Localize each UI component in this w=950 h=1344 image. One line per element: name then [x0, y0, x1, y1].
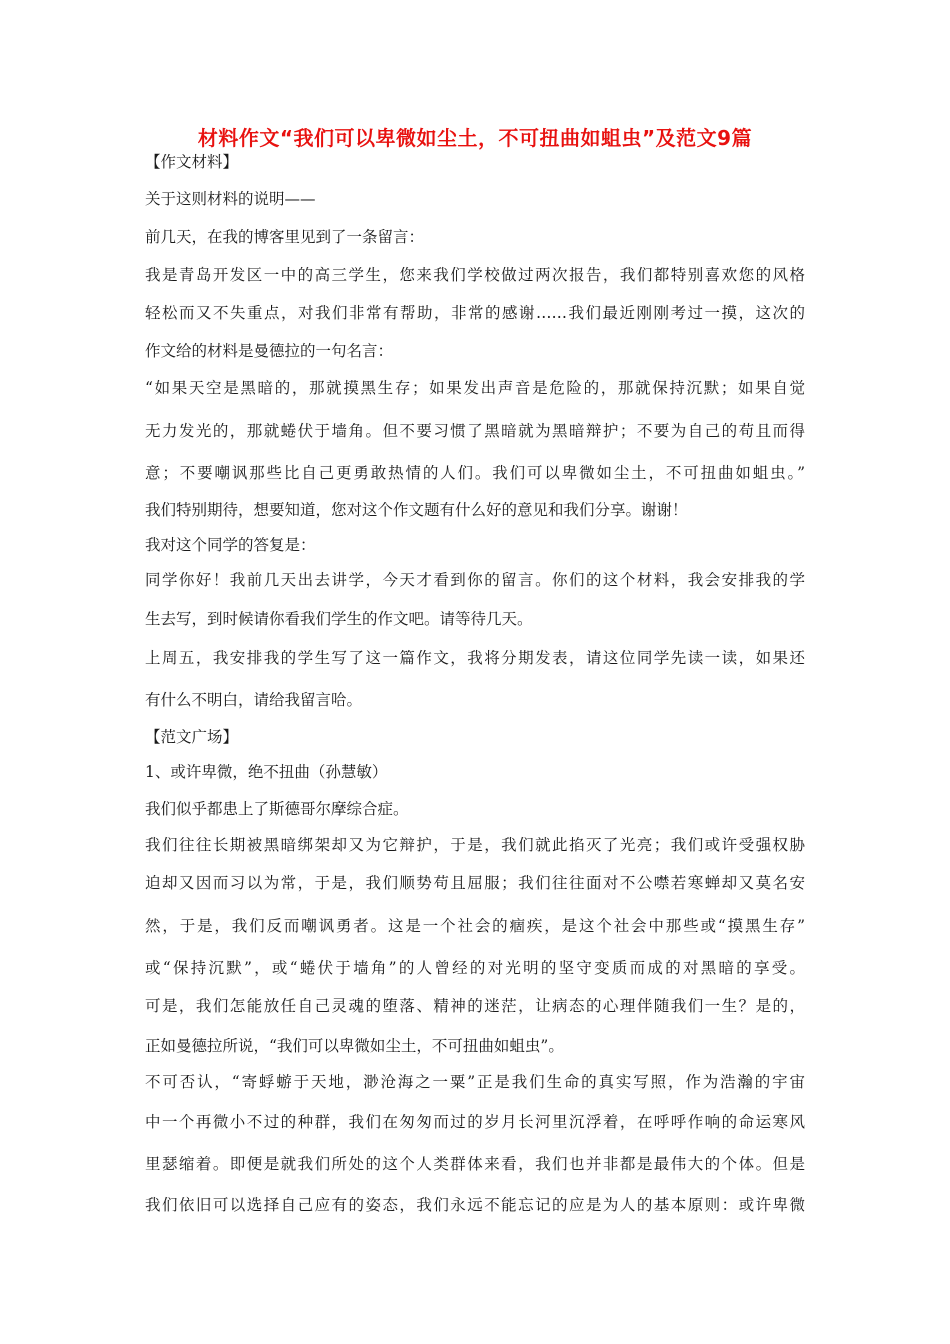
- paragraph-line: 我对这个同学的答复是：: [145, 536, 316, 554]
- paragraph-line: 我们似乎都患上了斯德哥尔摩综合症。: [145, 800, 409, 818]
- section-heading-examples: 【范文广场】: [145, 728, 239, 746]
- paragraph-line: 中一个再微小不过的种群，我们在匆匆而过的岁月长河里沉浮着，在呼呼作响的命运寒风: [145, 1113, 805, 1131]
- paragraph-line: 正如曼德拉所说，“我们可以卑微如尘土，不可扭曲如蛆虫”。: [145, 1037, 564, 1055]
- paragraph-line: 迫却又因而习以为常，于是，我们顺势苟且屈服；我们往往面对不公噤若寒蝉却又莫名安: [145, 874, 805, 892]
- paragraph-line: 无力发光的，那就蜷伏于墙角。但不要习惯了黑暗就为黑暗辩护；不要为自己的苟且而得: [145, 422, 805, 440]
- paragraph-line: 不可否认，“寄蜉蝣于天地，渺沧海之一粟”正是我们生命的真实写照，作为浩瀚的宇宙: [145, 1073, 805, 1091]
- paragraph-line: 作文给的材料是曼德拉的一句名言：: [145, 342, 394, 360]
- paragraph-line: 可是，我们怎能放任自己灵魂的堕落、精神的迷茫，让病态的心理伴随我们一生？是的，: [145, 997, 805, 1015]
- paragraph-line: 然，于是，我们反而嘲讽勇者。这是一个社会的痼疾，是这个社会中那些或“摸黑生存”: [145, 917, 805, 935]
- essay-heading: 1、或许卑微，绝不扭曲（孙慧敏）: [145, 763, 388, 781]
- paragraph-line: 同学你好！我前几天出去讲学，今天才看到你的留言。你们的这个材料，我会安排我的学: [145, 571, 805, 589]
- section-heading-material: 【作文材料】: [145, 153, 239, 171]
- paragraph-line: 或“保持沉默”，或“蜷伏于墙角”的人曾经的对光明的坚守变质而成的对黑暗的享受。: [145, 959, 805, 977]
- document-title: 材料作文“我们可以卑微如尘土，不可扭曲如蛆虫”及范文9篇: [197, 126, 753, 150]
- paragraph-line: 前几天，在我的博客里见到了一条留言：: [145, 228, 425, 246]
- paragraph-line: 我们特别期待，想要知道，您对这个作文题有什么好的意见和我们分享。谢谢！: [145, 501, 688, 519]
- paragraph-line: 上周五，我安排我的学生写了这一篇作文，我将分期发表，请这位同学先读一读，如果还: [145, 649, 805, 667]
- paragraph-line: 轻松而又不失重点，对我们非常有帮助，非常的感谢……我们最近刚刚考过一摸，这次的: [145, 304, 805, 322]
- paragraph-line: 里瑟缩着。即便是就我们所处的这个人类群体来看，我们也并非都是最伟大的个体。但是: [145, 1155, 805, 1173]
- paragraph-line: 意；不要嘲讽那些比自己更勇敢热情的人们。我们可以卑微如尘土，不可扭曲如蛆虫。”: [145, 464, 805, 482]
- paragraph-line: “如果天空是黑暗的，那就摸黑生存；如果发出声音是危险的，那就保持沉默；如果自觉: [145, 379, 805, 397]
- paragraph-line: 我们依旧可以选择自己应有的姿态，我们永远不能忘记的应是为人的基本原则：或许卑微: [145, 1196, 805, 1214]
- paragraph-line: 我是青岛开发区一中的高三学生，您来我们学校做过两次报告，我们都特别喜欢您的风格: [145, 266, 805, 284]
- paragraph-line: 我们往往长期被黑暗绑架却又为它辩护，于是，我们就此掐灭了光亮；我们或许受强权胁: [145, 836, 805, 854]
- paragraph-line: 有什么不明白，请给我留言哈。: [145, 691, 363, 709]
- paragraph-line: 生去写，到时候请你看我们学生的作文吧。请等待几天。: [145, 610, 533, 628]
- paragraph-line: 关于这则材料的说明——: [145, 190, 316, 208]
